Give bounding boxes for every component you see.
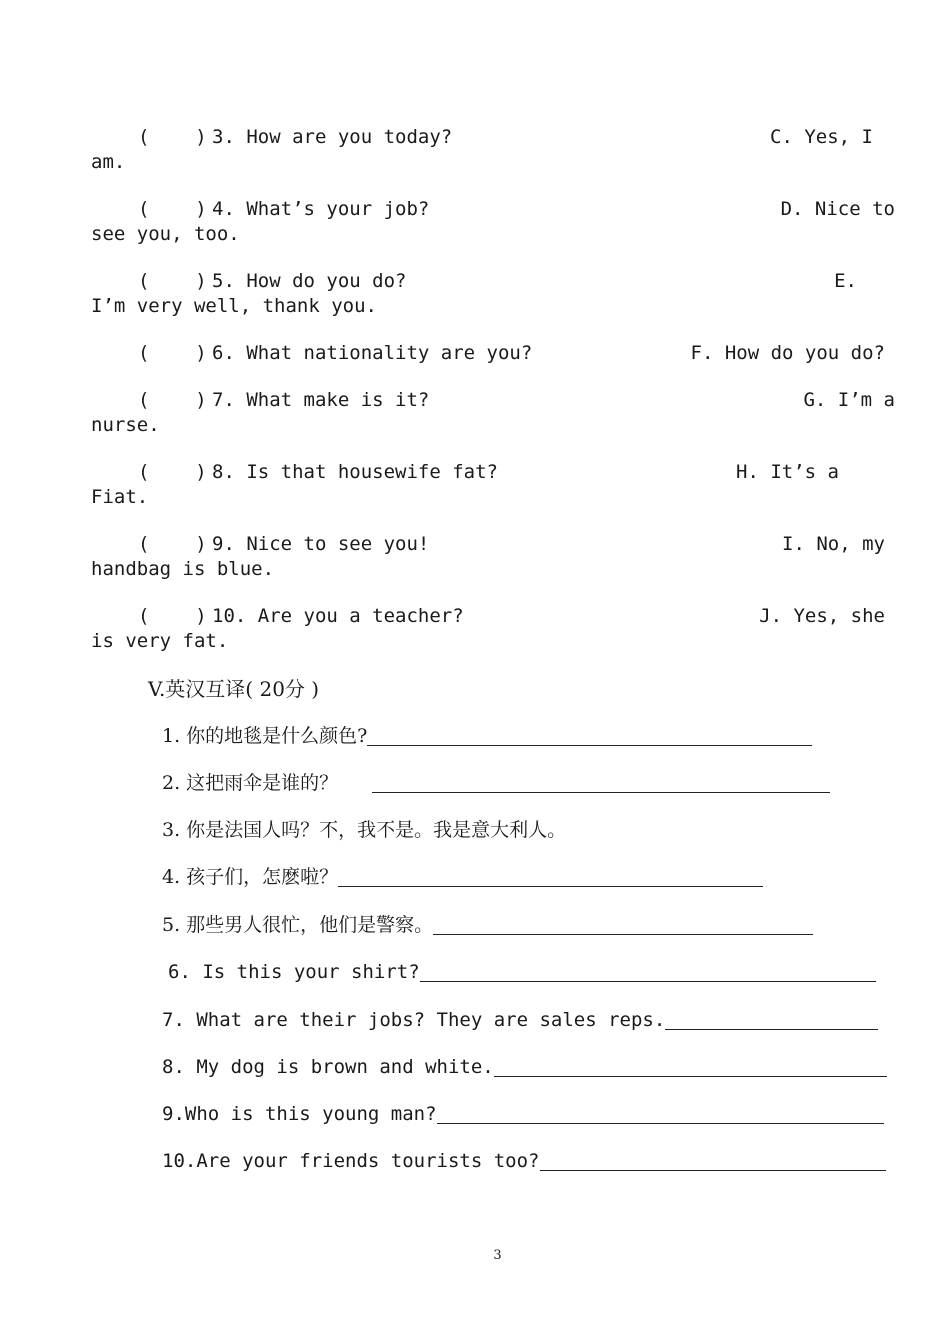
translation-prompt: 9.Who is this young man? — [162, 1103, 437, 1125]
question-text: 4. What’s your job? — [212, 198, 430, 220]
matching-item-10 — [91, 604, 897, 654]
answer-option-continuation: see you, too. — [91, 223, 240, 245]
translation-item-9 — [162, 1102, 884, 1127]
question-text: 7. What make is it? — [212, 389, 430, 411]
matching-item-5 — [91, 269, 897, 319]
translation-item-1 — [162, 724, 812, 749]
answer-option-text: I. No, my — [782, 533, 885, 555]
answer-parenthesis[interactable]: ( ) — [138, 126, 207, 148]
answer-parenthesis[interactable]: ( ) — [138, 533, 207, 555]
answer-parenthesis[interactable]: ( ) — [138, 270, 207, 292]
answer-blank[interactable] — [420, 961, 876, 982]
answer-blank[interactable] — [494, 1056, 887, 1077]
answer-blank[interactable] — [338, 866, 763, 887]
answer-parenthesis[interactable]: ( ) — [138, 461, 207, 483]
answer-option-text: C. Yes, I — [770, 126, 873, 148]
answer-option-text: G. I’m a — [803, 389, 895, 411]
question-text: 10. Are you a teacher? — [212, 605, 464, 627]
answer-option-continuation: am. — [91, 151, 126, 173]
translation-prompt: 1. 你的地毯是什么颜色? — [162, 725, 368, 747]
question-text: 8. Is that housewife fat? — [212, 461, 498, 483]
matching-item-3 — [91, 125, 897, 175]
translation-item-6 — [168, 960, 876, 985]
translation-item-7 — [162, 1008, 878, 1033]
answer-blank[interactable] — [437, 1103, 884, 1124]
question-text: 5. How do you do? — [212, 270, 407, 292]
translation-item-3 — [162, 818, 566, 843]
matching-item-7 — [91, 388, 897, 438]
answer-blank[interactable] — [372, 772, 830, 793]
answer-option-text: F. How do you do? — [690, 342, 885, 364]
answer-option-text: J. Yes, she — [759, 605, 885, 627]
answer-option-continuation: nurse. — [91, 414, 160, 436]
translation-prompt: 3. 你是法国人吗？不，我不是。我是意大利人。 — [162, 819, 567, 841]
translation-prompt: 5. 那些男人很忙，他们是警察。 — [162, 914, 434, 936]
matching-item-4 — [91, 197, 897, 247]
answer-blank[interactable] — [367, 725, 812, 746]
question-text: 6. What nationality are you? — [212, 342, 533, 364]
translation-prompt: 10.Are your friends tourists too? — [162, 1150, 540, 1172]
translation-item-10 — [162, 1149, 886, 1174]
translation-item-5 — [162, 913, 813, 938]
translation-prompt: 7. What are their jobs? They are sales reps. — [162, 1009, 666, 1031]
answer-option-continuation: Fiat. — [91, 486, 149, 508]
matching-item-9 — [91, 532, 897, 582]
matching-item-6 — [91, 341, 897, 366]
translation-prompt: 6. Is this your shirt? — [168, 961, 420, 983]
answer-blank[interactable] — [665, 1009, 878, 1030]
answer-blank[interactable] — [433, 914, 813, 935]
answer-parenthesis[interactable]: ( ) — [138, 389, 207, 411]
answer-option-text: D. Nice to — [780, 198, 895, 220]
matching-item-8 — [91, 460, 897, 510]
answer-option-continuation: handbag is blue. — [91, 558, 275, 580]
answer-blank[interactable] — [540, 1150, 886, 1171]
question-text: 3. How are you today? — [212, 126, 453, 148]
translation-prompt: 2. 这把雨伞是谁的？ — [162, 772, 339, 794]
answer-option-continuation: is very fat. — [91, 630, 229, 652]
answer-option-text: H. It’s a — [736, 461, 839, 483]
translation-item-2 — [162, 771, 830, 796]
answer-parenthesis[interactable]: ( ) — [138, 342, 207, 364]
answer-parenthesis[interactable]: ( ) — [138, 605, 207, 627]
question-text: 9. Nice to see you! — [212, 533, 430, 555]
translation-item-4 — [162, 865, 763, 890]
answer-option-text: E. — [834, 270, 857, 292]
answer-option-continuation: I’m very well, thank you. — [91, 295, 377, 317]
translation-prompt: 4. 孩子们，怎麽啦？ — [162, 866, 339, 888]
translation-item-8 — [162, 1055, 887, 1080]
answer-parenthesis[interactable]: ( ) — [138, 198, 207, 220]
section-title: V.英汉互译( 20分 ) — [148, 677, 320, 701]
page-number: 3 — [493, 1248, 502, 1263]
translation-prompt: 8. My dog is brown and white. — [162, 1056, 494, 1078]
